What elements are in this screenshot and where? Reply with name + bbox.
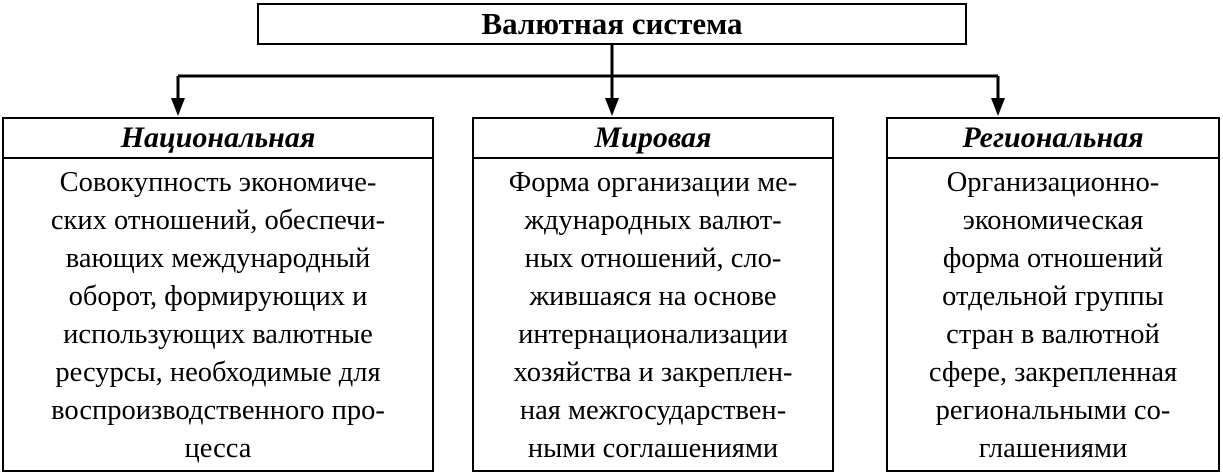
world-description: Форма организации ме- ждународных валют- ных отношений, сло- жившаяся на основе интернационализации хозяйства и закреплен- ная межгосударствен- ными соглашениями (508, 167, 798, 464)
root-title: Валютная система (481, 6, 743, 41)
regional-title: Региональная (888, 119, 1218, 159)
arrow-right (991, 98, 1005, 116)
regional-node (886, 117, 1220, 472)
national-title: Национальная (4, 119, 432, 159)
national-node (2, 117, 434, 472)
arrow-left (171, 98, 185, 116)
root-node (257, 3, 967, 45)
world-title: Мировая (474, 119, 832, 159)
world-node (472, 117, 834, 472)
national-description: Совокупность экономиче- ских отношений, обеспечи- вающих международный оборот, формирующих и использующих валютные ресурсы, необходимые для воспроизводственного про- цесса (50, 167, 386, 464)
arrow-center (605, 98, 619, 116)
regional-description: Организационно- экономическая форма отношений отдельной группы стран в валютной сфере, закрепленная региональными со- глашениями (928, 167, 1178, 464)
